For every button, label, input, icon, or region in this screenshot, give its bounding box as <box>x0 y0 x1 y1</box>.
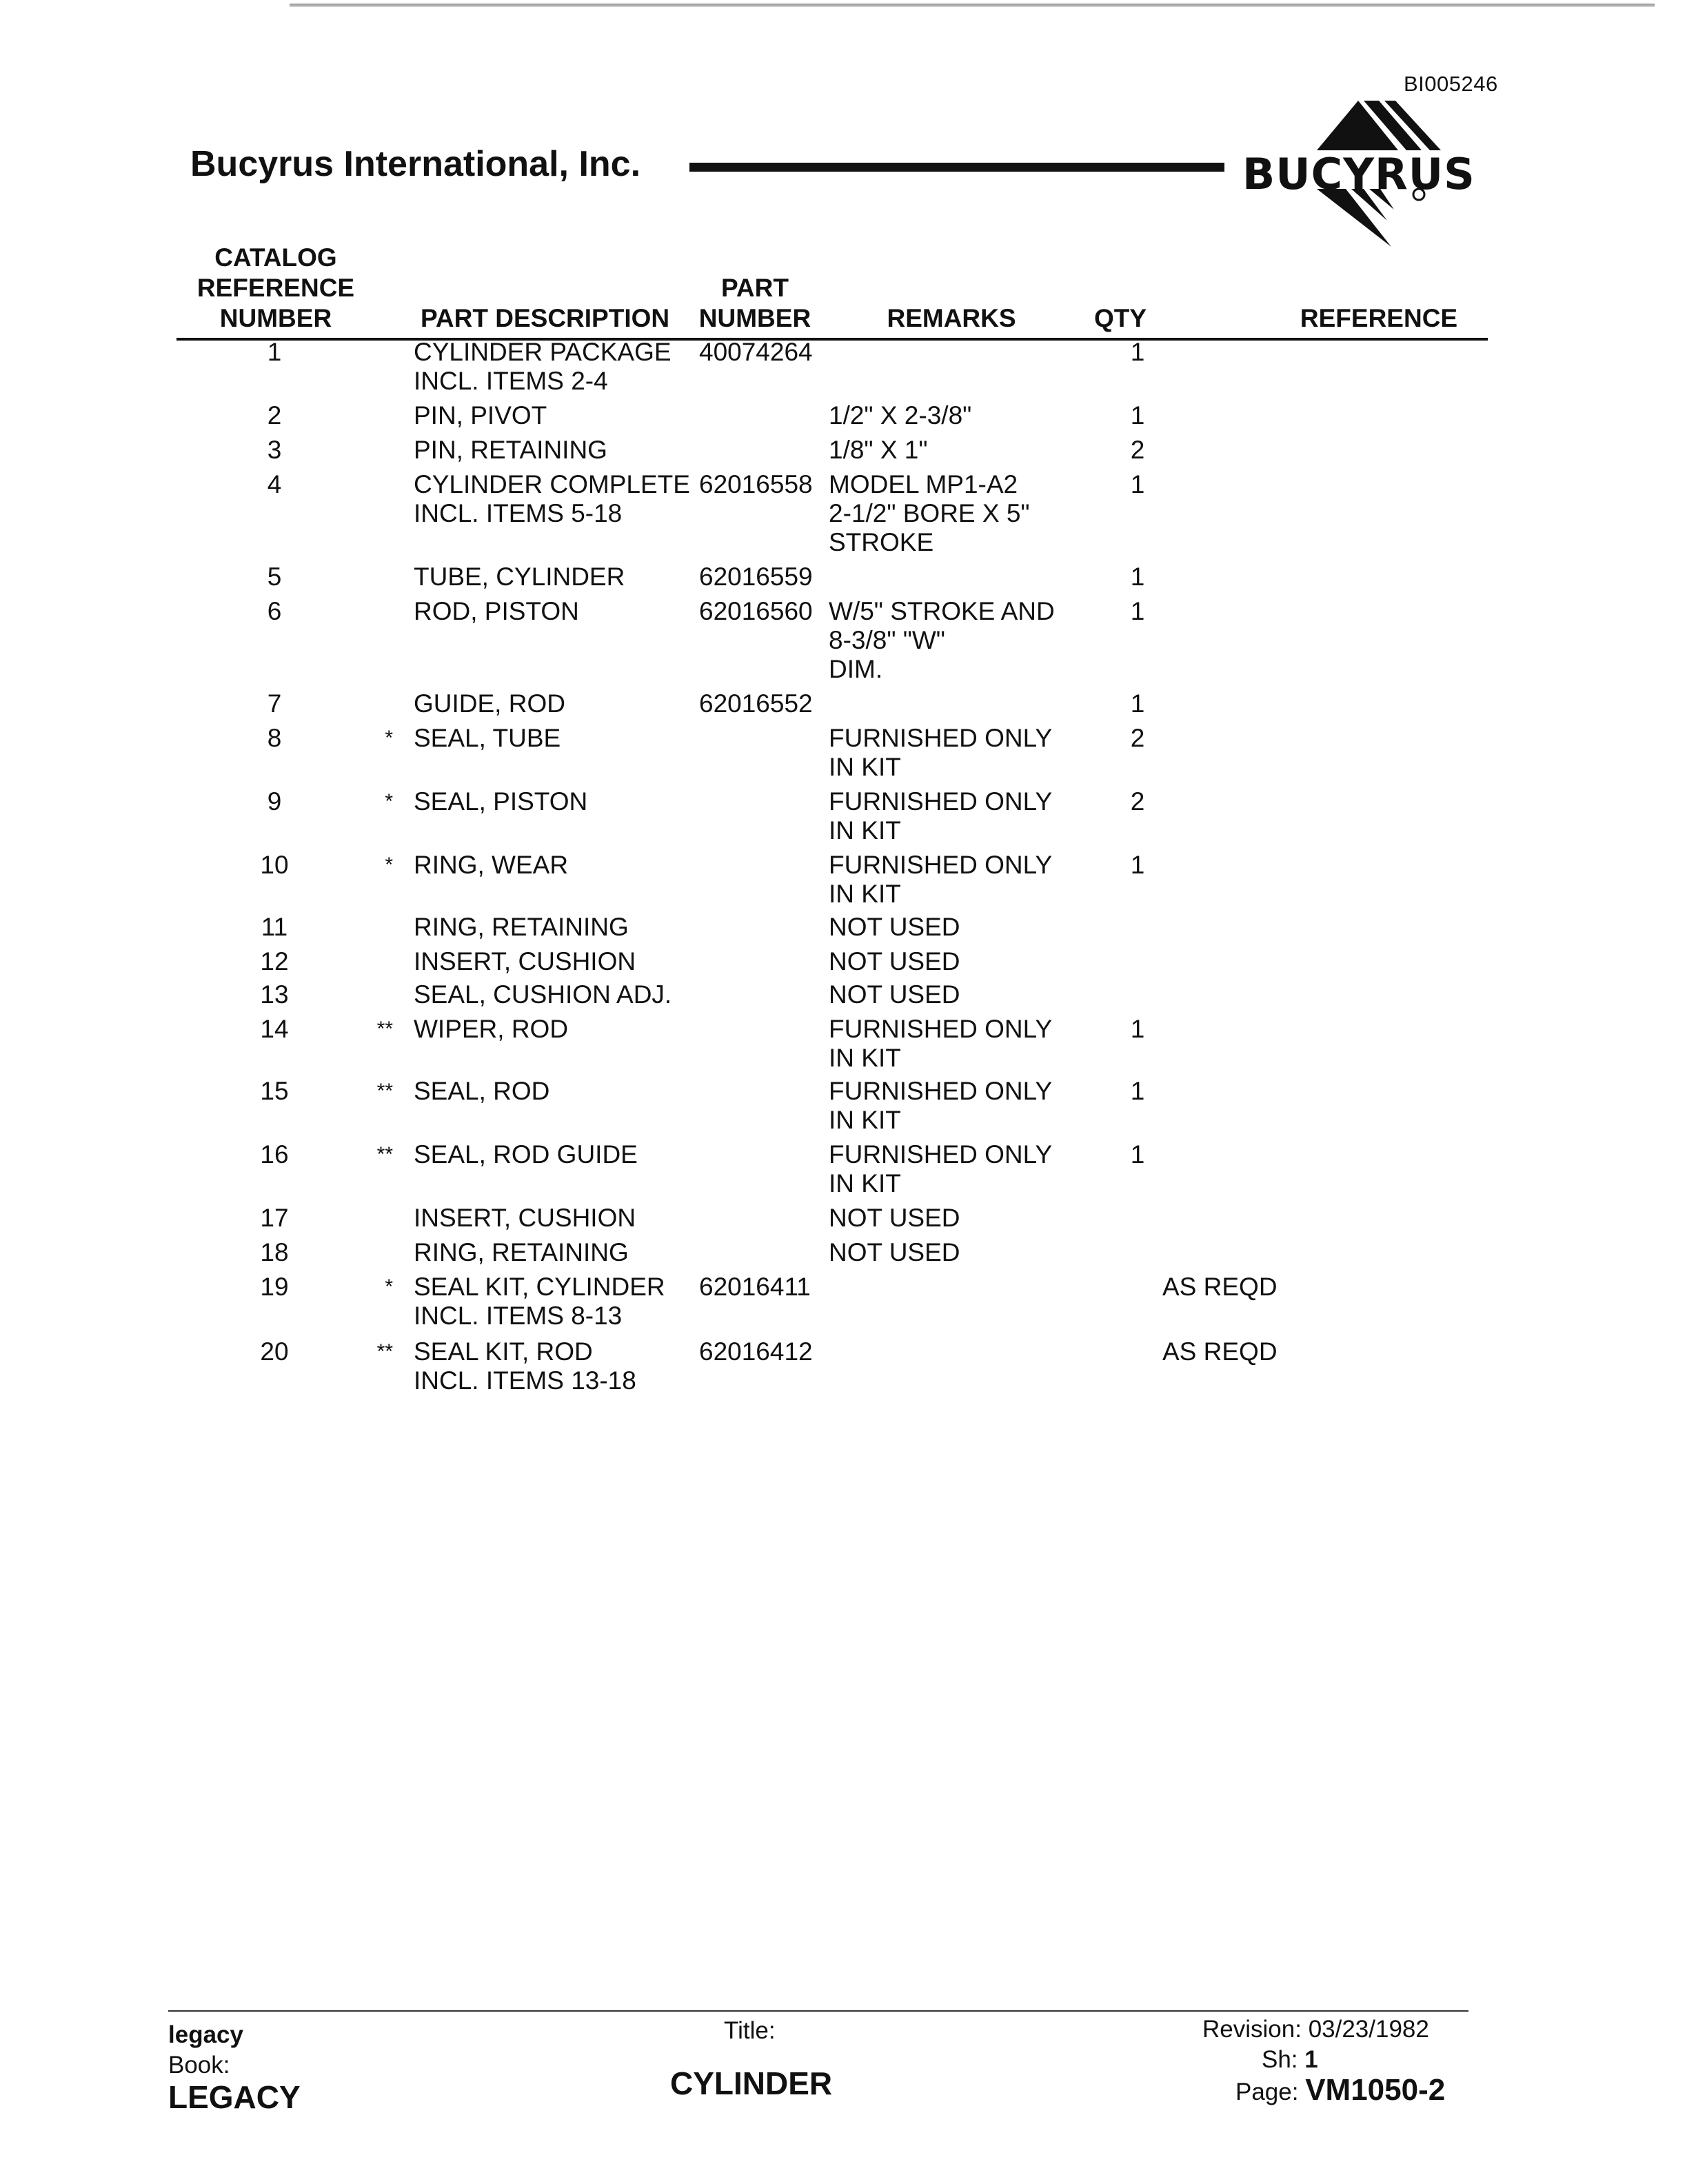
catalog-ref-number: 1 <box>267 338 282 366</box>
footer-sheet-label: Sh: <box>1262 2046 1298 2073</box>
col-header-catalog-ref <box>186 243 365 334</box>
footer-revision-label: Revision: <box>1202 2016 1302 2043</box>
quantity: 1 <box>1130 1077 1145 1105</box>
catalog-ref-number: 16 <box>260 1140 289 1169</box>
catalog-ref-number: 19 <box>260 1273 289 1301</box>
col-header-catalog-ref-line2: REFERENCE <box>196 274 355 302</box>
part-description: INSERT, CUSHION <box>414 1204 636 1232</box>
catalog-ref-number: 9 <box>267 787 282 816</box>
catalog-ref-number: 13 <box>260 980 289 1009</box>
catalog-ref-number: 6 <box>267 597 282 625</box>
catalog-ref-number: 5 <box>267 563 282 591</box>
quantity: 2 <box>1130 724 1145 752</box>
part-description: SEAL, ROD <box>414 1077 550 1105</box>
footer-book-label: Book: <box>168 2052 230 2079</box>
catalog-ref-number: 10 <box>260 851 289 879</box>
part-description: PIN, RETAINING <box>414 436 607 464</box>
quantity: 2 <box>1130 787 1145 816</box>
remarks: 1/8" X 1" <box>829 436 928 464</box>
footer-title-value: CYLINDER <box>670 2065 833 2101</box>
part-number: 40074264 <box>699 338 813 366</box>
part-description: SEAL KIT, CYLINDER INCL. ITEMS 8-13 <box>414 1273 665 1330</box>
footer-sheet-value: 1 <box>1304 2046 1318 2073</box>
header-rule <box>176 338 1488 341</box>
quantity: 1 <box>1130 597 1145 625</box>
part-description: SEAL, PISTON <box>414 787 588 816</box>
footer-title-label: Title: <box>724 2017 776 2044</box>
catalog-ref-number: 20 <box>260 1337 289 1366</box>
footer-legacy: legacy <box>168 2021 243 2048</box>
catalog-ref-number: 17 <box>260 1204 289 1232</box>
quantity: 1 <box>1130 563 1145 591</box>
remarks: FURNISHED ONLY IN KIT <box>829 1140 1053 1197</box>
part-number: 62016559 <box>699 563 813 591</box>
logo-wordmark: BUCYRUS <box>1242 149 1475 199</box>
remarks: FURNISHED ONLY IN KIT <box>829 851 1053 908</box>
kit-marker: * <box>385 853 393 876</box>
remarks: FURNISHED ONLY IN KIT <box>829 1015 1053 1072</box>
quantity: 1 <box>1130 1140 1145 1169</box>
part-number: 62016552 <box>699 689 813 718</box>
quantity: 1 <box>1130 401 1145 429</box>
part-description: WIPER, ROD <box>414 1015 569 1043</box>
col-header-part-description: PART DESCRIPTION <box>421 304 670 332</box>
remarks: MODEL MP1-A2 2-1/2" BORE X 5" STROKE <box>829 470 1030 556</box>
remarks: NOT USED <box>829 1204 960 1232</box>
remarks: NOT USED <box>829 913 960 941</box>
part-number: 62016411 <box>699 1273 811 1301</box>
col-header-remarks: REMARKS <box>887 304 1016 332</box>
catalog-ref-number: 7 <box>267 689 282 718</box>
col-header-part-number-line2: NUMBER <box>698 304 811 332</box>
remarks: FURNISHED ONLY IN KIT <box>829 724 1053 781</box>
part-description: RING, WEAR <box>414 851 569 879</box>
footer-revision <box>1202 2014 1429 2045</box>
col-header-catalog-ref-line1: CATALOG <box>214 243 337 272</box>
part-number: 62016560 <box>699 597 813 625</box>
col-header-reference: REFERENCE <box>1300 304 1458 332</box>
footer-page-value: VM1050-2 <box>1305 2073 1446 2107</box>
part-number: 62016412 <box>699 1337 813 1366</box>
footer-page <box>1235 2075 1445 2107</box>
catalog-ref-number: 14 <box>260 1015 289 1043</box>
quantity: 1 <box>1130 851 1145 879</box>
part-description: GUIDE, ROD <box>414 689 565 718</box>
kit-marker: * <box>385 1275 393 1298</box>
footer-revision-value: 03/23/1982 <box>1308 2016 1429 2043</box>
footer-sheet <box>1262 2045 1318 2075</box>
catalog-ref-number: 18 <box>260 1238 289 1266</box>
remarks: NOT USED <box>829 947 960 975</box>
col-header-part-number <box>696 273 814 334</box>
footer-book-value: LEGACY <box>168 2079 301 2115</box>
kit-marker: ** <box>376 1340 393 1363</box>
part-number: 62016558 <box>699 470 813 498</box>
footer-page-label: Page: <box>1235 2079 1299 2105</box>
catalog-ref-number: 12 <box>260 947 289 975</box>
remarks: NOT USED <box>829 1238 960 1266</box>
kit-marker: * <box>385 727 393 749</box>
remarks: FURNISHED ONLY IN KIT <box>829 1077 1053 1134</box>
kit-marker: ** <box>376 1018 393 1040</box>
part-description: SEAL, CUSHION ADJ. <box>414 980 672 1009</box>
remarks: FURNISHED ONLY IN KIT <box>829 787 1053 845</box>
part-description: PIN, PIVOT <box>414 401 547 429</box>
kit-marker: ** <box>376 1143 393 1166</box>
remarks: NOT USED <box>829 980 960 1009</box>
reference: AS REQD <box>1162 1273 1278 1301</box>
catalog-ref-number: 8 <box>267 724 282 752</box>
catalog-ref-number: 2 <box>267 401 282 429</box>
scan-artifact-line <box>290 3 1655 7</box>
document-code: BI005246 <box>1404 72 1498 96</box>
part-description: SEAL, TUBE <box>414 724 561 752</box>
footer-rule <box>168 2010 1468 2012</box>
part-description: TUBE, CYLINDER <box>414 563 625 591</box>
quantity: 1 <box>1130 470 1145 498</box>
remarks: 1/2" X 2-3/8" <box>829 401 972 429</box>
part-description: CYLINDER PACKAGE INCL. ITEMS 2-4 <box>414 338 672 395</box>
quantity: 1 <box>1130 689 1145 718</box>
part-description: CYLINDER COMPLETE INCL. ITEMS 5-18 <box>414 470 690 527</box>
col-header-qty: QTY <box>1093 304 1147 332</box>
kit-marker: ** <box>376 1080 393 1102</box>
kit-marker: * <box>385 790 393 813</box>
reference: AS REQD <box>1162 1337 1278 1366</box>
part-description: RING, RETAINING <box>414 1238 629 1266</box>
col-header-part-number-line1: PART <box>721 274 789 302</box>
quantity: 1 <box>1130 1015 1145 1043</box>
col-header-catalog-ref-line3: NUMBER <box>219 304 332 332</box>
company-name: Bucyrus International, Inc. <box>190 144 641 184</box>
quantity: 1 <box>1130 338 1145 366</box>
catalog-ref-number: 3 <box>267 436 282 464</box>
part-description: INSERT, CUSHION <box>414 947 636 975</box>
catalog-ref-number: 4 <box>267 470 282 498</box>
part-description: SEAL KIT, ROD INCL. ITEMS 13-18 <box>414 1337 636 1395</box>
catalog-ref-number: 15 <box>260 1077 289 1105</box>
part-description: SEAL, ROD GUIDE <box>414 1140 638 1169</box>
part-description: RING, RETAINING <box>414 913 629 941</box>
part-description: ROD, PISTON <box>414 597 579 625</box>
company-rule <box>689 163 1224 172</box>
bucyrus-logo <box>1241 97 1503 255</box>
catalog-ref-number: 11 <box>261 913 288 941</box>
quantity: 2 <box>1130 436 1145 464</box>
remarks: W/5" STROKE AND 8-3/8" "W" DIM. <box>829 597 1055 683</box>
